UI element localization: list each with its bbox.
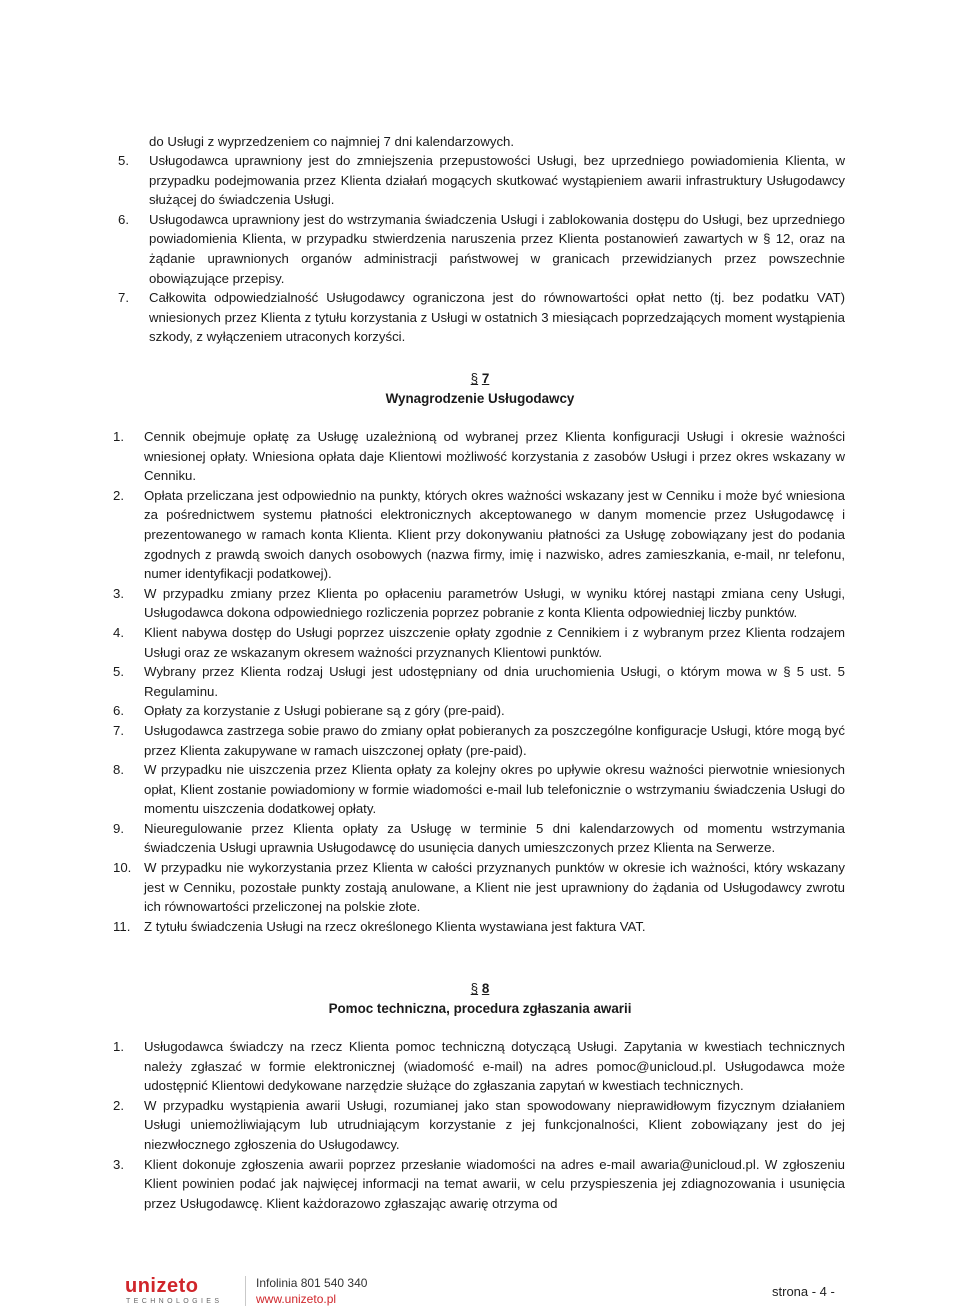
- list-item: [113, 1096, 845, 1155]
- list-item: [113, 662, 845, 701]
- list-item-number: 7.: [113, 722, 124, 738]
- list-item-number: 6.: [118, 211, 129, 227]
- list-item-number: 5.: [118, 153, 129, 168]
- unizeto-logo: [124, 1275, 236, 1305]
- list-item-text: Klient dokonuje zgłoszenia awarii poprzez przesłanie wiadomości na adres e-mail awaria@unicloud.pl. W zgłoszeniu Klient powinien podać jak najwięcej informacji na temat awarii, w celu przyspieszenia jej zdiagnozowania i usunięcia przez Usługodawcę. Klient każdorazowo zgłaszając awarię otrzyma od: [144, 1156, 845, 1211]
- svg-text:TECHNOLOGIES: TECHNOLOGIES: [126, 1298, 223, 1305]
- list-item: [113, 1155, 845, 1214]
- list-item-text: W przypadku wystąpienia awarii Usługi, rozumianej jako stan spowodowany nieprawidłowym fizycznym działaniem Usługi uniemożliwiającym lub utrudniającym korzystanie z jej funkcjonalności, Klient zobowiązany jest do jej niezwłocznego zgłoszenia do Usługodawcy.: [144, 1097, 845, 1152]
- list-item-text: Opłata przeliczana jest odpowiednio na punkty, których okres ważności wskazany jest w Cenniku i może być wniesiona za pośrednictwem systemu płatności elektronicznych akceptowanego w danym momencie przez Usługodawcę i prezentowanego w ramach konta Klienta. Klient przy dokonywaniu płatności za Usługę zobowiązany jest do podania zgodnych z prawdą swoich danych osobowych (nazwa firmy, imię i nazwisko, adres zamieszkania, e-mail, nr telefonu, numer identyfikacji podatkowej).: [144, 487, 845, 582]
- list-item-number: 2.: [113, 487, 124, 503]
- list-item-number: 10.: [113, 860, 132, 876]
- paragraph-list-section-7: [113, 427, 845, 936]
- list-item-text: W przypadku nie uiszczenia przez Klienta opłaty za kolejny okres po upływie okresu ważności pierwotnie wniesionych opłat, Klient zostanie powiadomiony w formie wiadomości e-mail lub telefonicznie o wstrzymaniu świadczenia Usługi do momentu uiszczenia dodatkowej opłaty.: [144, 762, 845, 817]
- page-footer: [0, 1268, 960, 1313]
- website-link[interactable]: www.unizeto.pl: [256, 1292, 337, 1306]
- section-8-number: 8: [481, 981, 490, 996]
- page-number: strona - 4 -: [772, 1284, 835, 1299]
- list-item: [118, 151, 845, 210]
- paragraph-list-section-6: [118, 151, 845, 347]
- section-7-title: Wynagrodzenie Usługodawcy: [385, 390, 575, 406]
- list-item: [113, 760, 845, 819]
- svg-text:unizeto: unizeto: [125, 1275, 199, 1297]
- list-item-number: 2.: [113, 1097, 124, 1113]
- list-item-text: Cennik obejmuje opłatę za Usługę uzależnioną od wybranej przez Klienta konfiguracji Usługi i okresie ważności wniesionej opłaty. Wniesiona opłata daje Klientowi możliwość korzystania z zasobów Usługi i przez okres wskazany w Cenniku.: [144, 429, 845, 484]
- paragraph-list-section-8: [113, 1037, 845, 1213]
- list-item-text: W przypadku zmiany przez Klienta po opłaceniu parametrów Usługi, w wyniku której nastąpi zmiana ceny Usługi, Usługodawca dokona odpowiedniego rozliczenia poprzez pobranie z konta Klienta odpowiedniej liczby punktów.: [144, 585, 845, 621]
- section-8-heading: § 8 Pomoc techniczna, procedura zgłaszania awarii: [0, 979, 960, 1018]
- list-item: [113, 1037, 845, 1096]
- list-item-number: 9.: [113, 820, 124, 836]
- list-item-text: W przypadku nie wykorzystania przez Klienta w całości przyznanych punktów w okresie ich ważności, który wskazany jest w Cenniku, pozostałe punkty zostają anulowane, a Klient nie jest uprawniony do żądania od Usługodawcy zwrotu ich równowartości przeliczonej na polskie złote.: [144, 860, 845, 915]
- list-item-text: Usługodawca zastrzega sobie prawo do zmiany opłat pobieranych za poszczególne konfiguracje Usługi, które mogą być przez Klienta zakupywane w ramach uiszczonej opłaty (pre-paid).: [144, 722, 845, 758]
- list-item-text: Usługodawca uprawniony jest do wstrzymania świadczenia Usługi i zablokowania dostępu do Usługi, bez uprzedniego powiadomienia Klienta, w przypadku stwierdzenia naruszenia przez Klienta postanowień zawartych w § 12, oraz na żądanie uprawnionych organów administracji państwowej w granicach przewidzianych przez powszechnie obowiązujące przepisy.: [149, 211, 845, 286]
- section-7-heading: § 7 Wynagrodzenie Usługodawcy: [0, 369, 960, 408]
- list-item-text: Z tytułu świadczenia Usługi na rzecz określonego Klienta wystawiana jest faktura VAT.: [144, 918, 646, 934]
- list-item-number: 3.: [113, 1156, 124, 1172]
- list-item: [113, 819, 845, 858]
- list-item: [118, 210, 845, 288]
- list-item-number: 5.: [113, 664, 124, 680]
- list-item-number: 3.: [113, 585, 124, 601]
- list-item-text: Nieuregulowanie przez Klienta opłaty za Usługę w terminie 5 dni kalendarzowych od momentu wstrzymania świadczenia Usługi uprawnia Usługodawcę do usunięcia danych umieszczonych przez Klienta na Serwerze.: [144, 820, 845, 856]
- list-item-number: 8.: [113, 762, 124, 778]
- list-item-text: Opłaty za korzystanie z Usługi pobierane są z góry (pre-paid).: [144, 703, 505, 719]
- footer-divider: [245, 1276, 246, 1306]
- list-item-number: 11.: [113, 918, 131, 934]
- list-item: [113, 584, 845, 623]
- list-item: [118, 288, 845, 347]
- list-item-text: Usługodawca świadczy na rzecz Klienta pomoc techniczną dotyczącą Usługi. Zapytania w kwestiach technicznych należy zgłaszać w formie elektronicznej (wiadomość e-mail) na adres pomoc@unicloud.pl. Usługodawca może udostępnić Klientowi dedykowane narzędzie służące do zgłaszania zapytań w kwestiach technicznych.: [144, 1039, 845, 1094]
- section-8-title: Pomoc techniczna, procedura zgłaszania awarii: [328, 1000, 632, 1016]
- list-item-text: Wybrany przez Klienta rodzaj Usługi jest udostępniany od dnia uruchomienia Usługi, o którym mowa w § 5 ust. 5 Regulaminu.: [144, 664, 845, 699]
- list-item-number: 1.: [113, 429, 124, 444]
- list-item: [113, 721, 845, 760]
- list-item: [113, 486, 845, 584]
- list-item: [113, 858, 845, 917]
- section-7-number: 7: [481, 371, 490, 386]
- list-item-text: Klient nabywa dostęp do Usługi poprzez uiszczenie opłaty zgodnie z Cennikiem i z wybranym przez Klienta rodzajem Usługi oraz ze wskazanym okresem ważności przyznanych Klientowi punktów.: [144, 624, 845, 660]
- hotline-text: Infolinia 801 540 340: [256, 1276, 368, 1290]
- list-item-text: Usługodawca uprawniony jest do zmniejszenia przepustowości Usługi, bez uprzedniego powiadomienia Klienta, w przypadku podejmowania przez Klienta działań mogących skutkować wystąpieniem awarii infrastruktury Usługodawcy służącej do świadczenia Usługi.: [149, 153, 845, 208]
- list-item: [113, 917, 845, 937]
- list-item-number: 4.: [113, 624, 124, 640]
- list-item-number: 6.: [113, 703, 124, 719]
- list-item: [113, 623, 845, 662]
- list-item-number: 7.: [118, 290, 129, 306]
- list-item-text: Całkowita odpowiedzialność Usługodawcy ograniczona jest do równowartości opłat netto (tj. bez podatku VAT) wniesionych przez Klienta z tytułu korzystania z Usługi w ostatnich 3 miesiącach poprzedzających moment wystąpienia szkody, z wyłączeniem utraconych korzyści.: [149, 290, 845, 345]
- list-item-number: 1.: [113, 1039, 124, 1054]
- continuation-text: do Usługi z wyprzedzeniem co najmniej 7 dni kalendarzowych.: [149, 134, 515, 149]
- list-item: [113, 427, 845, 486]
- list-item: [113, 701, 845, 721]
- footer-contact: [256, 1275, 367, 1307]
